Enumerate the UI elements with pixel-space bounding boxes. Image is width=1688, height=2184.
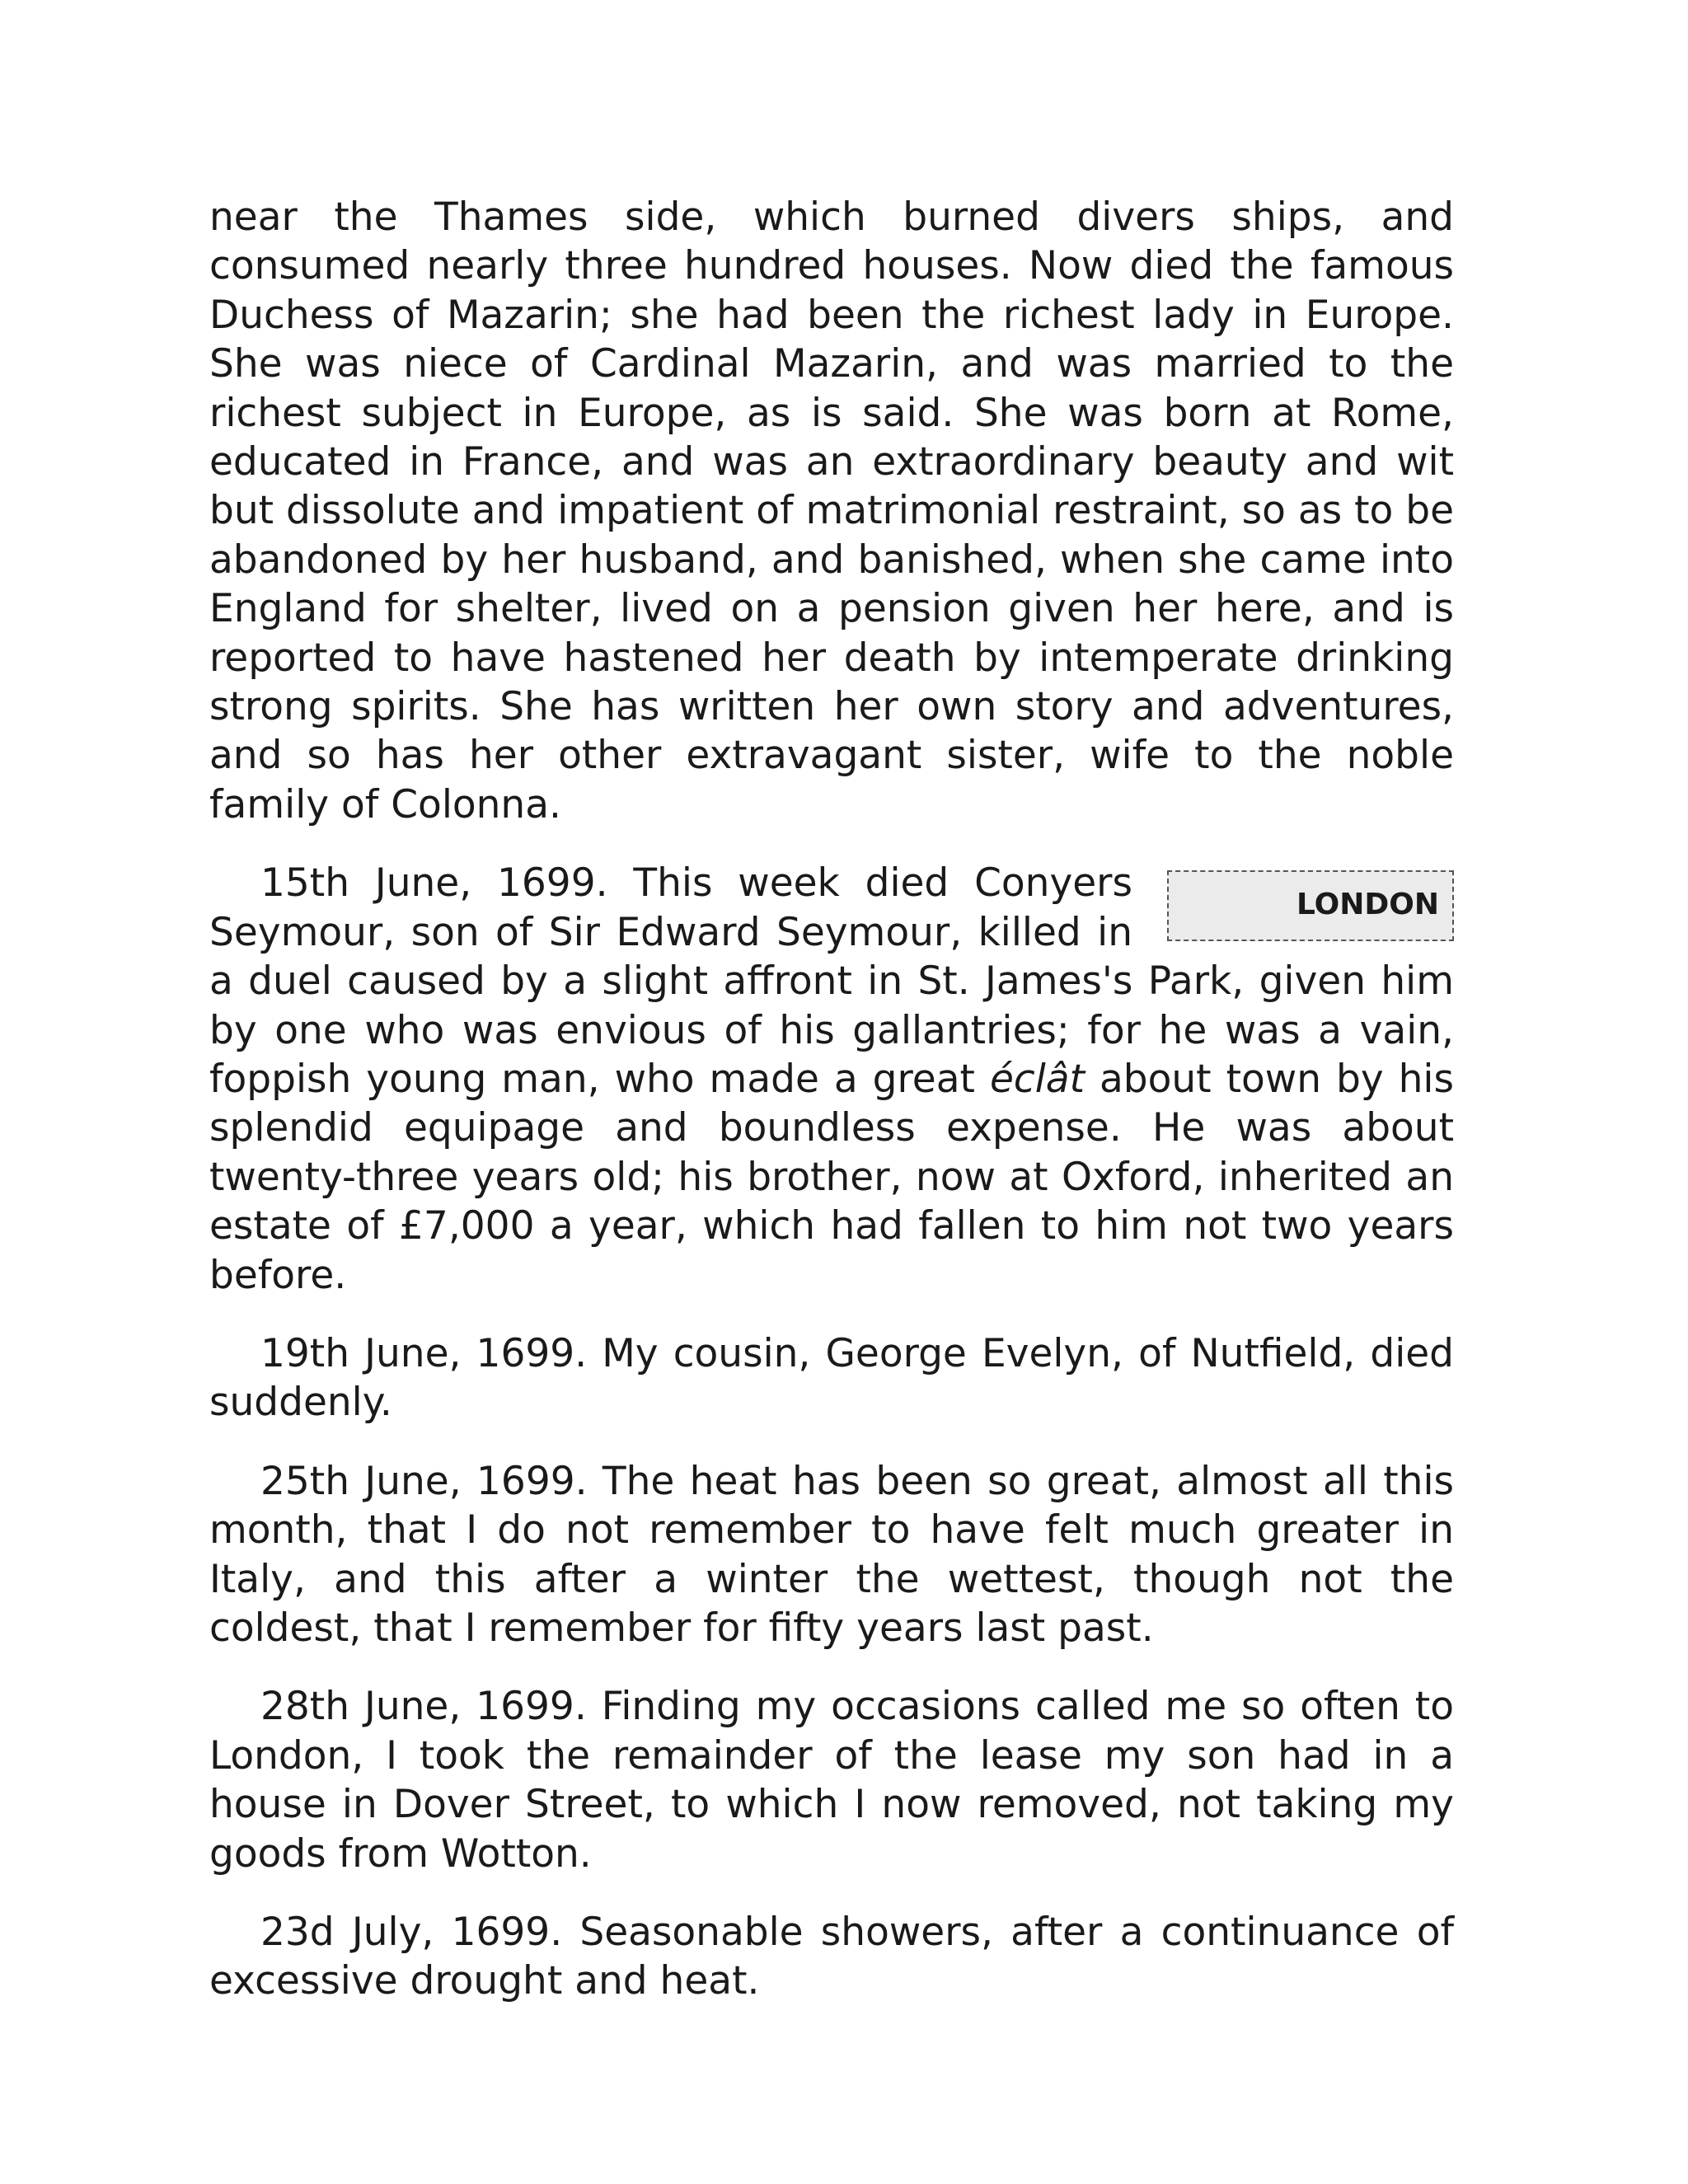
- paragraph-25th-june: 25th June, 1699. The heat has been so great, almost all this month, that I do not remember to have felt much greater in Italy, and this after a winter the wettest, though not the coldest, that I remember for fifty years last past.: [209, 1458, 1454, 1651]
- paragraph-23d-july: 23d July, 1699. Seasonable showers, after a continuance of excessive drought and heat.: [209, 1910, 1454, 2004]
- paragraph-text-before: 15th June, 1699. This week died Conyers Seymour, son of Sir Edward Seymour, killed in a duel caused by a slight affront in St. James's Park, given him by one who was envious of his gallantries; for he was a vain, foppish young man, who made a great: [209, 860, 1454, 1102]
- paragraph-28th-june: 28th June, 1699. Finding my occasions called me so often to London, I took the remainder of the lease my son had in a house in Dover Street, to which I now removed, not taking my goods from Wotton.: [209, 1684, 1454, 1877]
- paragraph-continuation: near the Thames side, which burned divers ships, and consumed nearly three hundred houses. Now died the famous Duchess of Mazarin; she had been the richest lady in Europe. She was niece of Cardinal Mazarin, and was married to the richest subject in Europe, as is said. She was born at Rome, educated in France, and was an extraordinary beauty and wit but dissolute and impatient of matrimonial restraint, so as to be abandoned by her husband, and banished, when she came into England for shelter, lived on a pension given her here, and is reported to have hastened her death by intemperate drinking strong spirits. She has written her own story and adventures, and so has her other extravagant sister, wife to the noble family of Colonna.: [209, 194, 1454, 827]
- paragraph-15th-june: [209, 859, 1454, 1300]
- paragraph-19th-june: 19th June, 1699. My cousin, George Evelyn, of Nutfield, died suddenly.: [209, 1330, 1454, 1426]
- page-body: [209, 193, 1454, 2036]
- paragraph-text-after: about town by his splendid equipage and boundless expense. He was about twenty-three years old; his brother, now at Oxford, inherited an estate of £7,000 a year, which had fallen to him not two years before.: [209, 1056, 1454, 1298]
- italic-word: éclât: [989, 1056, 1085, 1102]
- sidenote-london: LONDON: [1167, 870, 1454, 941]
